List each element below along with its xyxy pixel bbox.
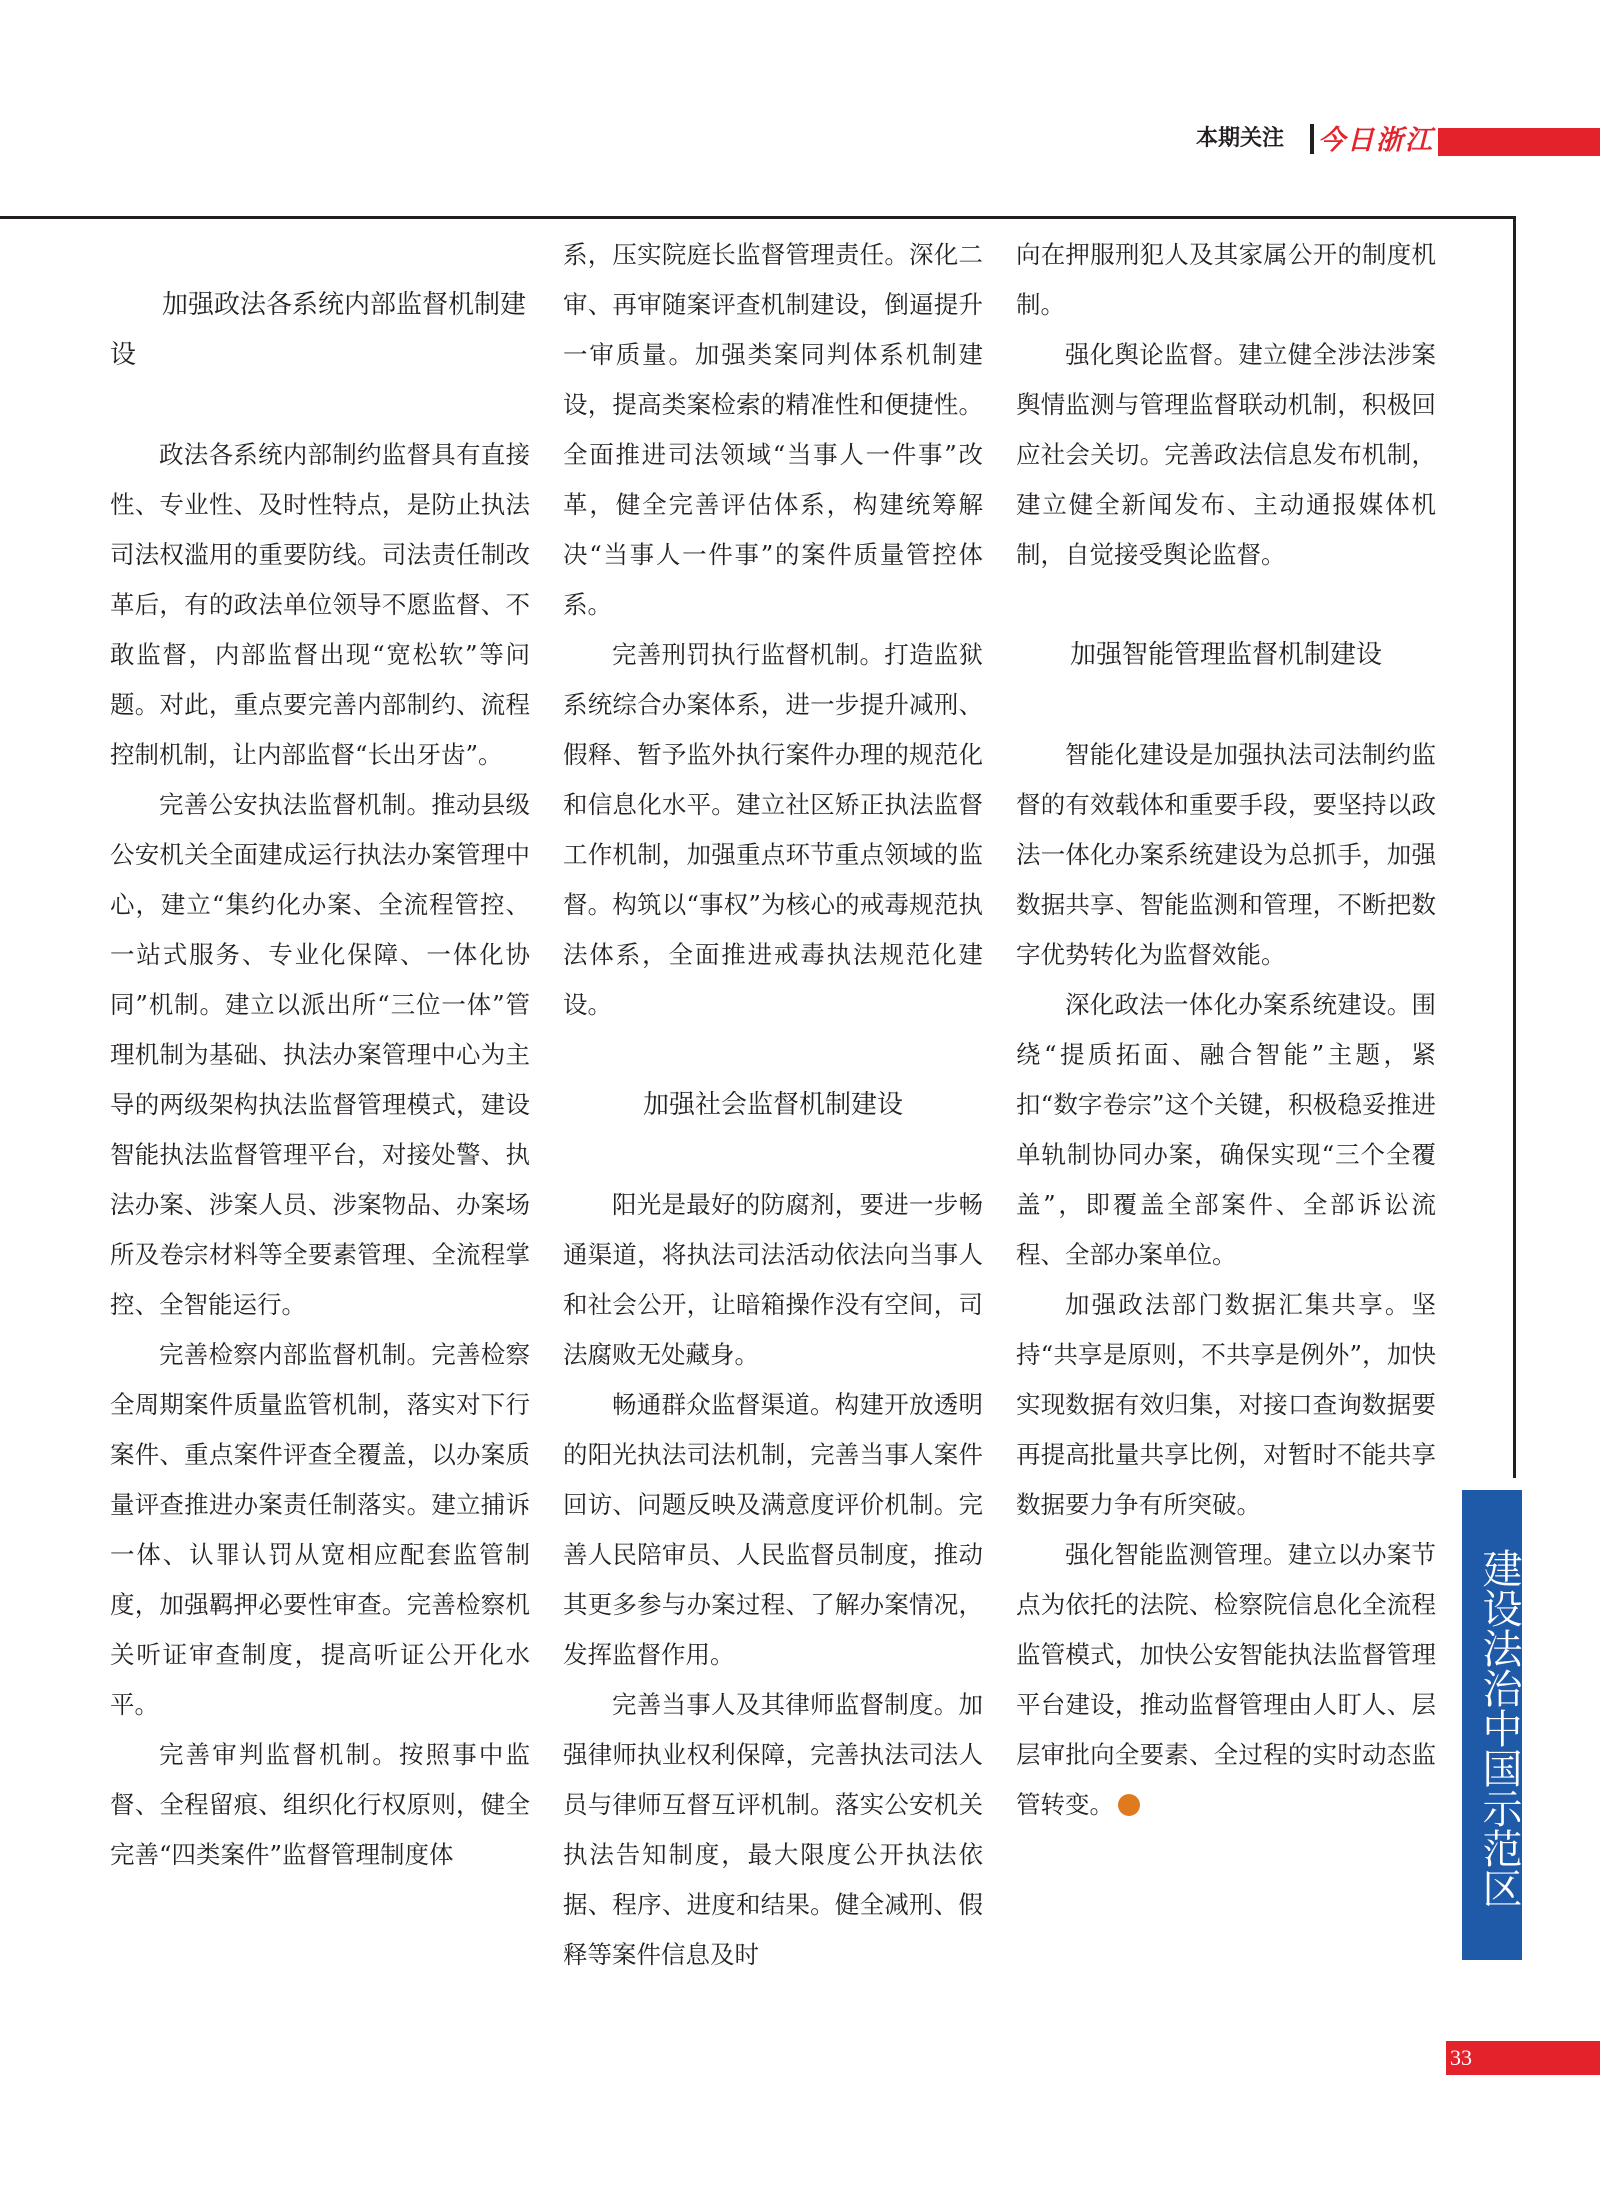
paragraph: 完善当事人及其律师监督制度。加强律师执业权利保障，完善执法司法人员与律师互督互评机制。落实公安机关执法告知制度，最大限度公开执法依据、程序、进度和结果。健全减刑、假释等案件信息及时 — [563, 1690, 983, 1969]
paragraph: 完善公安执法监督机制。推动县级公安机关全面建成运行执法办案管理中心，建立“集约化办案、全流程管控、一站式服务、专业化保障、一体化协同”机制。建立以派出所“三位一体”管理机制为基础、执法办案管理中心为主导的两级架构执法监督管理模式，建设智能执法监督管理平台，对接处警、执法办案、涉案人员、涉案物品、办案场所及卷宗材料等全要素管理、全流程掌控、全智能运行。 — [110, 790, 530, 1319]
section-label: 本期关注 — [1196, 126, 1285, 151]
paragraph: 畅通群众监督渠道。构建开放透明的阳光执法司法机制，完善当事人案件回访、问题反映及满意度评价机制。完善人民陪审员、人民监督员制度，推动其更多参与办案过程、了解办案情况，发挥监督作用。 — [563, 1390, 983, 1669]
text-column-2 — [563, 230, 983, 1980]
paragraph: 深化政法一体化办案系统建设。围绕“提质拓面、融合智能”主题，紧扣“数字卷宗”这个关键，积极稳妥推进单轨制协同办案，确保实现“三个全覆盖”，即覆盖全部案件、全部诉讼流程、全部办案单位。 — [1016, 990, 1436, 1269]
header-accent-bar — [1438, 128, 1600, 156]
paragraph: 智能化建设是加强执法司法制约监督的有效载体和重要手段，要坚持以政法一体化办案系统建设为总抓手，加强数据共享、智能监测和管理，不断把数字优势转化为监督效能。 — [1016, 740, 1436, 969]
paragraph: 系，压实院庭长监督管理责任。深化二审、再审随案评查机制建设，倒逼提升一审质量。加强类案同判体系机制建设，提高类案检索的精准性和便捷性。全面推进司法领域“当事人一件事”改革，健全完善评估体系，构建统筹解决“当事人一件事”的案件质量管控体系。 — [563, 240, 983, 619]
magazine-brand: 今日浙江 — [1318, 125, 1434, 156]
paragraph: 向在押服刑犯人及其家属公开的制度机制。 — [1016, 240, 1436, 319]
right-rule — [1513, 216, 1516, 1478]
paragraph: 加强政法部门数据汇集共享。坚持“共享是原则，不共享是例外”，加快实现数据有效归集，对接口查询数据要再提高批量共享比例，对暂时不能共享数据要力争有所突破。 — [1016, 1290, 1436, 1519]
paragraph: 完善刑罚执行监督机制。打造监狱系统综合办案体系，进一步提升减刑、假释、暂予监外执行案件办理的规范化和信息化水平。建立社区矫正执法监督工作机制，加强重点环节重点领域的监督。构筑以“事权”为核心的戒毒规范执法体系，全面推进戒毒执法规范化建设。 — [563, 640, 983, 1019]
end-of-article-icon — [1118, 1794, 1140, 1816]
paragraph: 完善检察内部监督机制。完善检察全周期案件质量监管机制，落实对下行案件、重点案件评查全覆盖，以办案质量评查推进办案责任制落实。建立捕诉一体、认罪认罚从宽相应配套监管制度，加强羁押必要性审查。完善检察机关听证审查制度，提高听证公开化水平。 — [110, 1340, 530, 1719]
header-divider — [1310, 124, 1314, 154]
text-column-3 — [1016, 230, 1436, 1830]
paragraph: 完善审判监督机制。按照事中监督、全程留痕、组织化行权原则，健全完善“四类案件”监督管理制度体 — [110, 1740, 530, 1869]
paragraph: 阳光是最好的防腐剂，要进一步畅通渠道，将执法司法活动依法向当事人和社会公开，让暗箱操作没有空间，司法腐败无处藏身。 — [563, 1190, 983, 1369]
paragraph: 强化舆论监督。建立健全涉法涉案舆情监测与管理监督联动机制，积极回应社会关切。完善政法信息发布机制，建立健全新闻发布、主动通报媒体机制，自觉接受舆论监督。 — [1016, 340, 1436, 569]
section-heading: 加强政法各系统内部监督机制建设 — [110, 290, 527, 370]
paragraph-final — [1016, 1530, 1436, 1830]
paragraph: 政法各系统内部制约监督具有直接性、专业性、及时性特点，是防止执法司法权滥用的重要防线。司法责任制改革后，有的政法单位领导不愿监督、不敢监督，内部监督出现“宽松软”等问题。对此，重点要完善内部制约、流程控制机制，让内部监督“长出牙齿”。 — [110, 440, 530, 769]
text-column-1 — [110, 230, 530, 1880]
section-heading: 加强社会监督机制建设 — [642, 1090, 903, 1120]
section-side-tab — [1462, 1490, 1522, 1960]
side-tab-label: 建设法治中国示范区 — [1476, 1548, 1522, 1908]
page-number: 33 — [1450, 2045, 1472, 2070]
top-rule — [0, 216, 1516, 219]
section-heading: 加强智能管理监督机制建设 — [1069, 640, 1382, 670]
paragraph-text: 强化智能监测管理。建立以办案节点为依托的法院、检察院信息化全流程监管模式，加快公安智能执法监督管理平台建设，推动监督管理由人盯人、层层审批向全要素、全过程的实时动态监管转变。 — [1016, 1540, 1436, 1819]
